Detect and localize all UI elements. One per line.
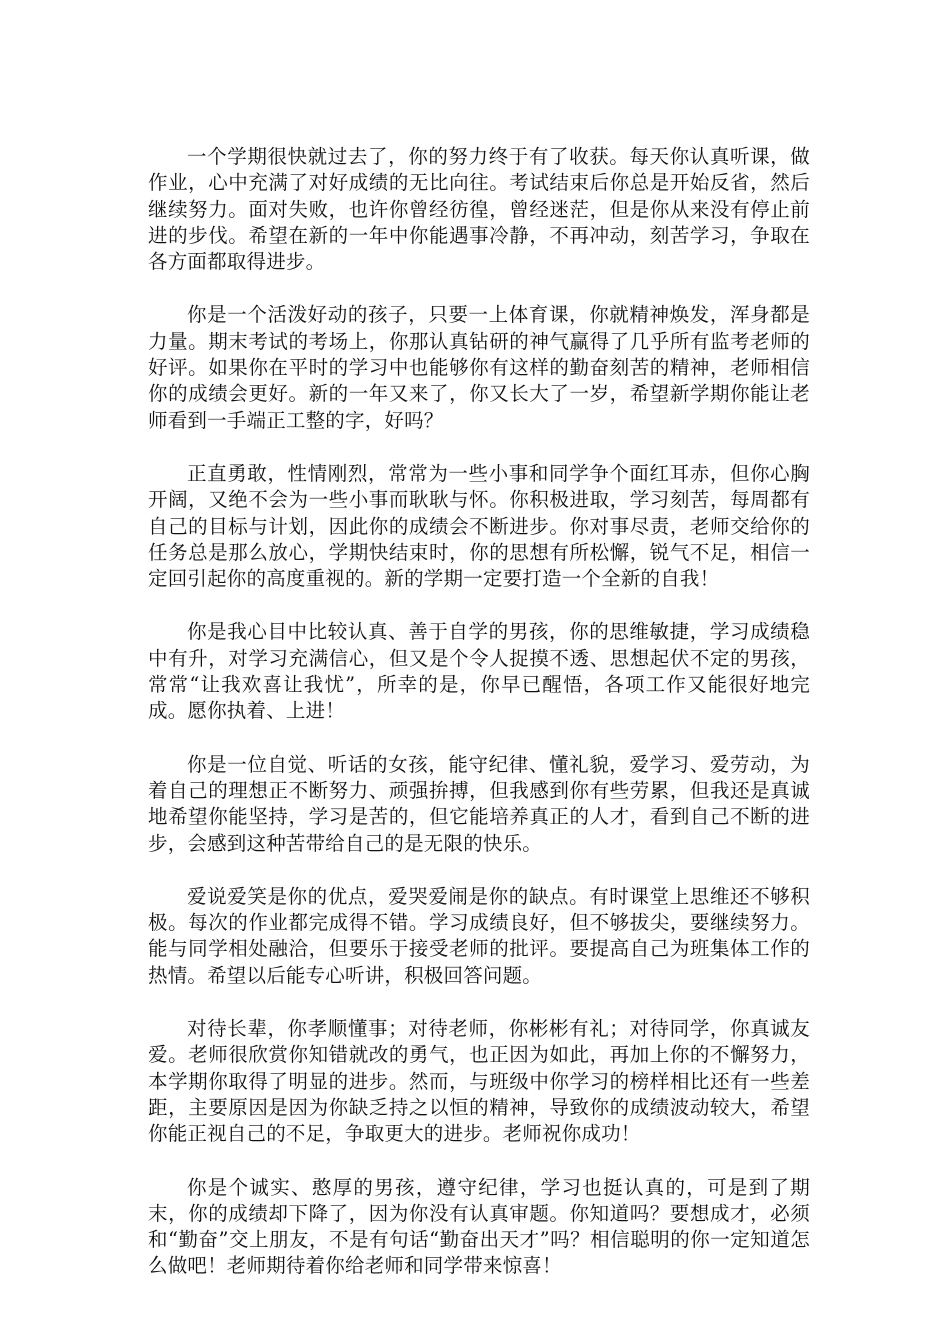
comment-paragraph-5: 你是一位自觉、听话的女孩，能守纪律、懂礼貌，爱学习、爱劳动，为着自己的理想正不断努力、顽强拚搏，但我感到你有些劳累，但我还是真诚地希望你能坚持，学习是苦的，但它能培养真正的人才，看到自己不断的进步，会感到这种苦带给自己的是无限的快乐。 bbox=[148, 752, 810, 855]
comment-paragraph-8: 你是个诚实、憨厚的男孩，遵守纪律，学习也挺认真的，可是到了期末，你的成绩却下降了，因为你没有认真审题。你知道吗？要想成才，必须和“勤奋”交上朋友，不是有句话“勤奋出天才”吗？相信聪明的你一定知道怎么做吧！老师期待着你给老师和同学带来惊喜！ bbox=[148, 1175, 810, 1278]
comment-paragraph-2: 你是一个活泼好动的孩子，只要一上体育课，你就精神焕发，浑身都是力量。期末考试的考场上，你那认真钻研的神气赢得了几乎所有监考老师的好评。如果你在平时的学习中也能够你有这样的勤奋刻苦的精神，老师相信你的成绩会更好。新的一年又来了，你又长大了一岁，希望新学期你能让老师看到一手端正工整的字，好吗？ bbox=[148, 303, 810, 432]
comment-paragraph-7: 对待长辈，你孝顺懂事；对待老师，你彬彬有礼；对待同学，你真诚友爱。老师很欣赏你知错就改的勇气，也正因为如此，再加上你的不懈努力，本学期你取得了明显的进步。然而，与班级中你学习的榜样相比还有一些差距，主要原因是因为你缺乏持之以恒的精神，导致你的成绩波动较大，希望你能正视自己的不足，争取更大的进步。老师祝你成功！ bbox=[148, 1017, 810, 1146]
comment-paragraph-1: 一个学期很快就过去了，你的努力终于有了收获。每天你认真听课，做作业，心中充满了对好成绩的无比向往。考试结束后你总是开始反省，然后继续努力。面对失败，也许你曾经彷徨，曾经迷茫，但是你从来没有停止前进的步伐。希望在新的一年中你能遇事冷静，不再冲动，刻苦学习，争取在各方面都取得进步。 bbox=[148, 145, 810, 274]
comment-paragraph-4: 你是我心目中比较认真、善于自学的男孩，你的思维敏捷，学习成绩稳中有升，对学习充满信心，但又是个令人捉摸不透、思想起伏不定的男孩，常常“让我欢喜让我忧”，所幸的是，你早已醒悟，各项工作又能很好地完成。愿你执着、上进！ bbox=[148, 620, 810, 723]
comment-paragraph-6: 爱说爱笑是你的优点，爱哭爱闹是你的缺点。有时课堂上思维还不够积极。每次的作业都完成得不错。学习成绩良好，但不够拔尖，要继续努力。能与同学相处融洽，但要乐于接受老师的批评。要提高自己为班集体工作的热情。希望以后能专心听讲，积极回答问题。 bbox=[148, 884, 810, 987]
document-page bbox=[148, 144, 810, 1280]
comment-paragraph-3: 正直勇敢，性情刚烈，常常为一些小事和同学争个面红耳赤，但你心胸开阔，又绝不会为一些小事而耿耿与怀。你积极进取，学习刻苦，每周都有自己的目标与计划，因此你的成绩会不断进步。你对事尽责，老师交给你的任务总是那么放心，学期快结束时，你的思想有所松懈，锐气不足，相信一定回引起你的高度重视的。新的学期一定要打造一个全新的自我！ bbox=[148, 461, 810, 591]
